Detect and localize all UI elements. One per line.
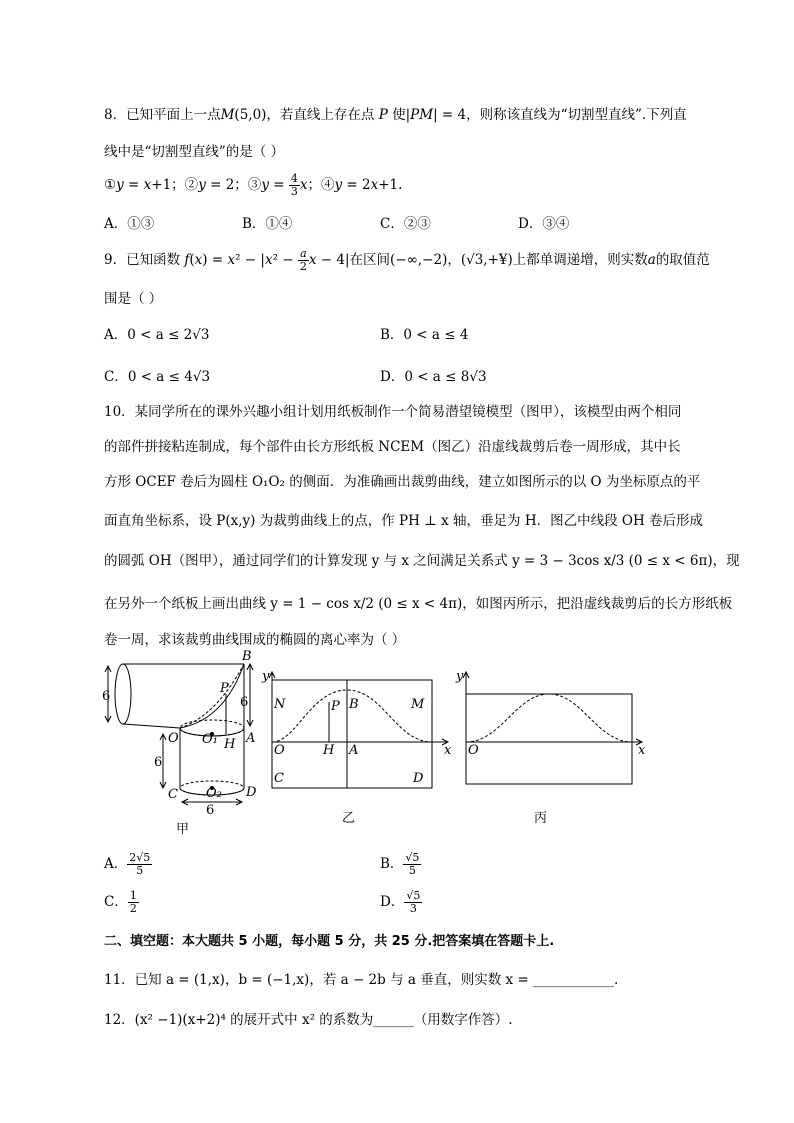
q9-option-d: D．0 < a ≤ 8√3 [380, 369, 487, 385]
jia-label-c: C [168, 787, 178, 802]
q11-line: 11．已知 a = (1,x)，b = (−1,x)，若 a − 2b 与 a 垂直，则实数 x = ____________. [104, 972, 619, 988]
yi-label-n: N [274, 697, 286, 712]
q10-option-c: C． $\frac{1}{2}$ [104, 889, 137, 915]
q10-line7: 卷一周，求该裁剪曲线围成的椭圆的离心率为（ ） [104, 632, 406, 648]
bing-label-o: O [468, 743, 479, 758]
figure-bing [463, 672, 642, 784]
q10-option-a: A． $\frac{2√5}{5}$ [104, 851, 151, 877]
q10-line6: 在另外一个纸板上画出曲线 y = 1 − cos x/2 (0 ≤ x < 4π)，如图丙所示，把沿虚线裁剪后的长方形纸板 [104, 596, 733, 612]
yi-label-b: B [349, 697, 359, 712]
q8-option-b: B．①④ [242, 216, 293, 232]
bing-label-y: y [456, 669, 464, 684]
yi-caption: 乙 [342, 811, 356, 826]
q10-option-d: D． $\frac{√5}{3}$ [380, 889, 421, 915]
jia-caption: 甲 [176, 822, 190, 837]
bing-label-x: x [638, 743, 646, 758]
q9-line2: 围是（ ） [104, 291, 163, 307]
jia-six-right: 6 [240, 695, 249, 710]
yi-label-a: A [349, 743, 359, 758]
jia-label-p: P [220, 681, 229, 696]
jia-six-left: 6 [102, 689, 111, 704]
jia-label-a: A [246, 731, 256, 746]
figure-jia [105, 664, 256, 805]
q10-line3: 方形 OCEF 卷后为圆柱 O₁O₂ 的侧面．为准确画出裁剪曲线，建立如图所示的以 O 为坐标原点的平 [104, 474, 701, 490]
q9-option-a: A．0 < a ≤ 2√3 [104, 327, 210, 343]
yi-label-c: C [274, 771, 284, 786]
bing-labels [455, 669, 646, 826]
yi-label-h: H [323, 743, 335, 758]
jia-label-h: H [224, 737, 236, 752]
yi-label-p: P [331, 699, 340, 714]
q8-option-d: D．③④ [518, 216, 570, 232]
q9-line1: 9．已知函数 f(x) = x² − |x² − $\frac{a}{2}$ x − 4|在区间(−∞,−2)，(√3,+¥)上都单调递增，则实数a的取值范 [104, 247, 710, 273]
jia-label-d: D [246, 785, 257, 800]
q10-option-b: B． $\frac{√5}{5}$ [380, 851, 420, 877]
q8-option-a: A．①③ [104, 216, 155, 232]
jia-label-o2: O₂ [206, 786, 222, 801]
q10-line2: 的部件拼接粘连制成，每个部件由长方形纸板 NCEM（图乙）沿虚线裁剪后卷一周形成，其中长 [104, 439, 681, 455]
q8-line3: ①y = x+1；②y = 2；③y = $\frac{4}{3}$ x；④y = 2x+1. [104, 172, 403, 198]
q8-option-c: C．②③ [380, 216, 431, 232]
jia-label-b: B [242, 650, 252, 664]
yi-label-y: y [262, 669, 270, 684]
yi-label-x: x [444, 743, 452, 758]
jia-six-bottom: 6 [206, 803, 215, 818]
q8-line1: 8．已知平面上一点M(5,0)，若直线上存在点 P 使|PM| = 4，则称该直线为“切割型直线”.下列直 [104, 107, 687, 123]
jia-six-lower: 6 [154, 755, 163, 770]
q8-line2: 线中是“切割型直线”的是（ ） [104, 144, 285, 160]
q10-line1: 10．某同学所在的课外兴趣小组计划用纸板制作一个简易潜望镜模型（图甲），该模型由两个相同 [104, 404, 682, 420]
q9-option-b: B．0 < a ≤ 4 [380, 327, 469, 343]
q10-line4: 面直角坐标系，设 P(x,y) 为裁剪曲线上的点，作 PH ⊥ x 轴，垂足为 H．图乙中线段 OH 卷后形成 [104, 513, 704, 529]
q12-line: 12．(x² −1)(x+2)⁴ 的展开式中 x² 的系数为______（用数字作答）. [104, 1012, 513, 1028]
section2-heading: 二、填空题：本大题共 5 小题，每小题 5 分，共 25 分.把答案填在答题卡上. [104, 934, 555, 949]
yi-label-d: D [413, 771, 424, 786]
yi-label-m: M [411, 697, 425, 712]
bing-caption: 丙 [534, 811, 548, 826]
q10-line5: 的圆弧 OH（图甲），通过同学们的计算发现 y 与 x 之间满足关系式 y = 3 − 3cos x/3 (0 ≤ x < 6π)，现 [104, 553, 740, 569]
yi-label-o: O [274, 743, 285, 758]
jia-label-o: O [168, 731, 179, 746]
yi-labels [261, 669, 452, 826]
q10-figures [96, 650, 656, 840]
q9-option-c: C．0 < a ≤ 4√3 [104, 369, 211, 385]
jia-left-ellipse [115, 664, 131, 724]
jia-label-o1: O₁ [202, 732, 218, 747]
